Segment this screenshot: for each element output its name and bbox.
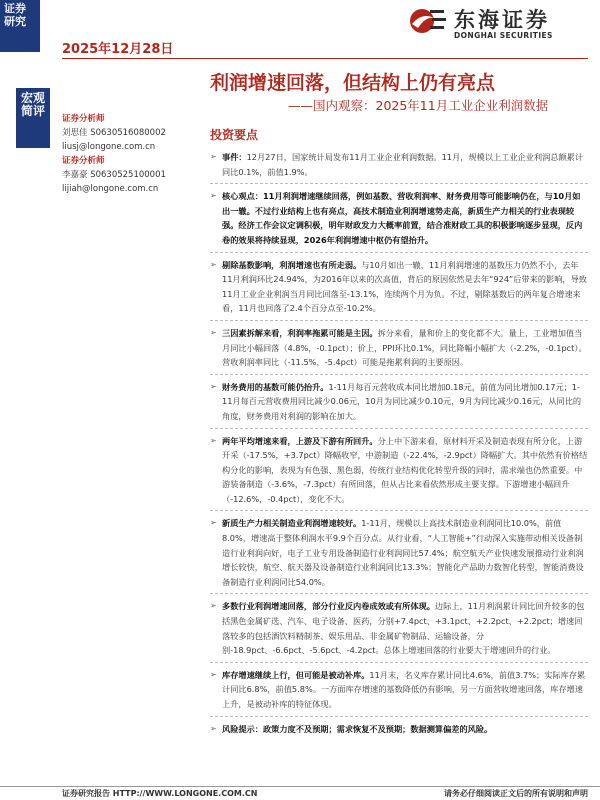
report-type-tab	[16, 88, 50, 148]
analyst-email[interactable]: lijiah@longone.com.cn	[62, 184, 159, 194]
logo-chinese-name: 东海证券	[454, 8, 550, 32]
bullet-new-productivity	[210, 516, 588, 589]
footer-website[interactable]: 证券研究报告 HTTP://WWW.LONGONE.COM.CN	[62, 789, 258, 798]
analyst-label: 证券分析师	[62, 156, 105, 166]
bullet-divider	[210, 428, 588, 429]
corner-tab-line1: 证券	[4, 2, 26, 15]
company-logo	[408, 4, 588, 44]
bullet-text: 12月27日，国家统计局发布11月工业企业利润数据。11月，规模以上工业企业利润总额累计同比0.1%，前值1.9%。	[222, 152, 584, 177]
logo-english-name: DONGHAI SECURITIES	[454, 31, 553, 40]
bullet-bold: 库存增速继续上行，但可能是被动补库。	[222, 669, 370, 680]
bullet-divider	[210, 593, 588, 594]
bullet-two-year-average	[210, 434, 588, 507]
bullet-bold: 三因素拆解来看，利润率拖累可能是主因。	[222, 327, 378, 338]
report-date: 2025年12月28日	[62, 42, 174, 57]
bullet-industry-growth	[210, 599, 588, 657]
bullet-bold: 剔除基数影响，利润增速也有所走弱。	[222, 259, 362, 270]
arrow-bullet-icon: ➢	[210, 601, 217, 611]
bullet-divider	[210, 716, 588, 717]
bullet-event	[210, 150, 588, 179]
bullet-bold: 新质生产力相关制造业利润增速较好。	[222, 518, 362, 529]
arrow-bullet-icon: ➢	[210, 669, 217, 679]
bullet-divider	[210, 510, 588, 511]
bullet-bold: 事件：	[222, 152, 247, 162]
bullet-divider	[210, 252, 588, 253]
bullet-divider	[210, 183, 588, 184]
bullet-risk-warning	[210, 722, 588, 737]
arrow-bullet-icon: ➢	[210, 723, 217, 733]
arrow-bullet-icon: ➢	[210, 152, 217, 161]
analyst-label: 证券分析师	[62, 114, 105, 124]
analyst-info	[62, 112, 202, 196]
footer-divider	[0, 786, 600, 787]
bullet-divider	[210, 662, 588, 663]
bullet-text: 1-11月，规模以上高技术制造业利润同比10.0%，前值8.0%，增速高于整体利润水平9.9个百分点。从行业看，“人工智能+”行动深入实施带动相关设备制造行业利润向好，电子工业专用设备制造行业利润同比57.4%；航空航天产业快速发展推动行业利润增长较快，航空、航天器及设备制造行业利润同比13.3%；智能化产品助力数智化转型，智能消费设备制造行业利润同比54.0%。	[222, 518, 584, 587]
bullet-core-view	[210, 189, 588, 247]
analyst-name-code: 李嘉豪 S0630525100001	[62, 170, 166, 180]
bullet-three-factors	[210, 326, 588, 370]
analyst-name-code: 刘思佳 S0630516080002	[62, 128, 166, 138]
arrow-bullet-icon: ➢	[210, 327, 217, 337]
bullet-bold: 风险提示：政策力度不及预期；需求恢复不及预期；数据测算偏差的风险。	[222, 723, 493, 734]
arrow-bullet-icon: ➢	[210, 259, 217, 269]
bullet-text: 拆分来看，量和价上的变化都不大。量上，工业增加值当月同比小幅回落（4.8%，-0.1pct）；价上，PPI环比0.1%，同比降幅小幅扩大（-2.2%，-0.1pct）。营收利润率同比（-11.5%，-5.4pct）可能是拖累利润的主要原因。	[222, 327, 587, 368]
arrow-bullet-icon: ➢	[210, 435, 217, 445]
header-divider	[62, 58, 588, 59]
report-type-line1: 宏观	[20, 91, 45, 105]
report-title: 利润增速回落，但结构上仍有亮点	[210, 72, 496, 94]
bullet-bold: 两年平均增速来看，上游及下游有所回升。	[222, 435, 378, 446]
report-subtitle: ——国内观察：2025年11月工业企业利润数据	[288, 98, 549, 113]
report-type-line2: 简评	[20, 104, 45, 118]
arrow-bullet-icon: ➢	[210, 381, 217, 391]
analyst-email[interactable]: liusj@longone.com.cn	[62, 142, 156, 152]
arrow-bullet-icon: ➢	[210, 191, 217, 201]
bullet-bold: 核心观点：11月利润增速继续回落，例如基数、营收利润率、财务费用等可能影响仍在，与10月如出一辙。不过行业结构上也有亮点，高技术制造业利润增速势走高，新质生产力相关的行业表现较强。经济工作会议定调积极，明年财政发力大概率前置，结合准财政工具的积极影响逐步显现，反内卷的效果将持续显现，2026年利润增速中枢仍有望抬升。	[222, 191, 583, 245]
bullet-financial-costs	[210, 380, 588, 424]
bullet-base-effect	[210, 258, 588, 316]
section-heading: 投资要点	[210, 128, 259, 142]
bullet-text: 边际上，11月利润累计同比回升较多的包括黑色金属矿选、汽车、电子设备、医药，分别+7.4pct、+3.1pct、+2.2pct、+2.2pct；增速回落较多的包括酒饮料精制茶、娱乐用品、非金属矿物制品、运输设备，分别-18.9pct、-6.6pct、-5.6pct、-4.2pct。总体上增速回落的行业要大于增速回升的行业。	[222, 601, 585, 656]
corner-tab-line2: 研究	[4, 15, 26, 28]
bullet-bold: 多数行业利润增速回落，部分行业反内卷成效或有所体现。	[222, 601, 435, 612]
bullet-text: 与10月如出一辙，11月利润增速的基数压力仍然不小，去年11月利润环比24.94%，为2016年以来的次高值，背后的原因依然是去年“924”后带来的影响，导致11月工业企业利润当月同比回落至-13.1%，连续两个月为负。不过，剔除基数后的两年复合增速来看，11月也回落了2.4个百分点至-10.2%。	[222, 259, 587, 314]
donghai-logo-icon	[408, 4, 448, 38]
corner-category-tab	[0, 0, 40, 52]
bullet-divider	[210, 374, 588, 375]
footer-disclaimer: 请务必仔细阅读正文后的所有说明和声明	[444, 789, 588, 798]
analyst-block	[62, 154, 202, 196]
arrow-bullet-icon: ➢	[210, 518, 217, 528]
analyst-block	[62, 112, 202, 154]
bullet-bold: 财务费用的基数可能仍抬升。	[222, 381, 329, 392]
bullet-text: 分上中下游来看，原材料开采及制造表现有所分化，上游开采（-17.5%，+3.7pct）降幅收窄，中游制造（-22.4%，-2.9pct）降幅扩大。其中依然有价格结构分化的影响，表现为有色强、黑色弱，传统行业结构优化转型升级的同时，需求端也仍然重要。中游装备制造（-3.6%，-7.3pct）有所回落，但从占比来看依然形成主要支撑。下游增速小幅回升（-12.6%，-0.4pct），变化不大。	[222, 435, 588, 504]
bullet-divider	[210, 320, 588, 321]
bullet-text: 11月末，名义库存累计同比4.6%，前值3.7%；实际库存累计同比6.8%，前值5.8%。一方面库存增速的基数降低仍有影响，另一方面营收增速回落，库存增速上升，是被动补库的特征体现。	[222, 669, 586, 709]
key-points-list	[210, 150, 588, 736]
bullet-text: 1-11月每百元营收成本同比增加0.18元，前值为同比增加0.17元；1-11月每百元营收费用同比减少0.06元，10月为同比减少0.10元，9月为同比减少0.16元，从同比的角度，财务费用对利润的影响在加大。	[222, 381, 582, 421]
bullet-inventory	[210, 668, 588, 712]
